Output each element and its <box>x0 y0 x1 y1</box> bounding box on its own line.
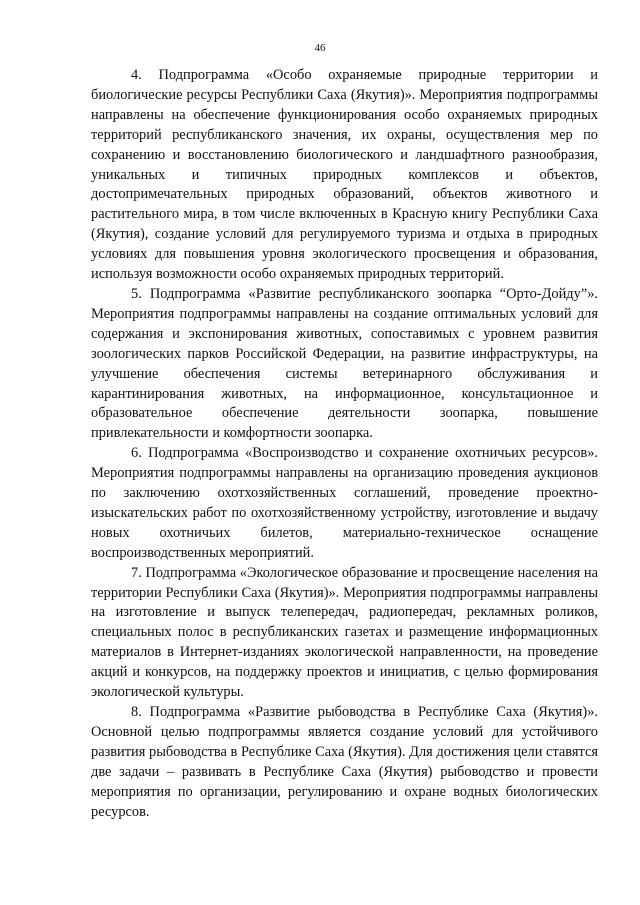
paragraph-subprogram-4: 4. Подпрограмма «Особо охраняемые природные территории и биологические ресурсы Республики Саха (Якутия)». Мероприятия подпрограммы направлены на обеспечение функционирования особо охраняемых природных территорий республиканского значения, их охраны, осуществления мер по сохранению и восстановлению биологического и ландшафтного разнообразия, уникальных и типичных природных комплексов и объектов, достопримечательных природных образований, объектов животного и растительного мира, в том числе включенных в Красную книгу Республики Саха (Якутия), создание условий для регулируемого туризма и отдыха в природных условиях для повышения уровня экологического просвещения и образования, используя возможности особо охраняемых природных территорий. <box>91 67 598 283</box>
document-body <box>91 66 598 822</box>
paragraph-subprogram-6: 6. Подпрограмма «Воспроизводство и сохранение охотничьих ресурсов». Мероприятия подпрограммы направлены на организацию проведения аукционов по заключению охотхозяйственных соглашений, проведение проектно-изыскательских работ по охотхозяйственному устройству, изготовление и выдачу новых охотничьих билетов, материально-техническое оснащение воспроизводственных мероприятий. <box>91 445 598 561</box>
page-number: 46 <box>314 42 326 54</box>
paragraph-subprogram-5: 5. Подпрограмма «Развитие республиканского зоопарка “Орто-Дойду”». Мероприятия подпрограммы направлены на создание оптимальных условий для содержания и экспонирования животных, сопоставимых с уровнем развития зоологических парков Российской Федерации, на развитие инфраструктуры, на улучшение обеспечения системы ветеринарного обслуживания и карантинирования животных, на информационное, консультационное и образовательное обеспечение деятельности зоопарка, повышение привлекательности и комфортности зоопарка. <box>91 285 598 442</box>
paragraph-subprogram-7: 7. Подпрограмма «Экологическое образование и просвещение населения на территории Республики Саха (Якутия)». Мероприятия подпрограммы направлены на изготовление и выпуск телепередач, радиопередач, рекламных роликов, специальных полос в республиканских газетах и размещение информационных материалов в Интернет-изданиях экологической направленности, на проведение акций и конкурсов, на поддержку проектов и инициатив, с целью формирования экологической культуры. <box>91 564 598 701</box>
paragraph-subprogram-8: 8. Подпрограмма «Развитие рыбоводства в Республике Саха (Якутия)». Основной целью подпрограммы является создание условий для устойчивого развития рыбоводства в Республике Саха (Якутия). Для достижения цели ставятся две задачи – развивать в Республике Саха (Якутия) рыбоводство и провести мероприятия по организации, регулированию и охране водных биологических ресурсов. <box>91 704 598 820</box>
